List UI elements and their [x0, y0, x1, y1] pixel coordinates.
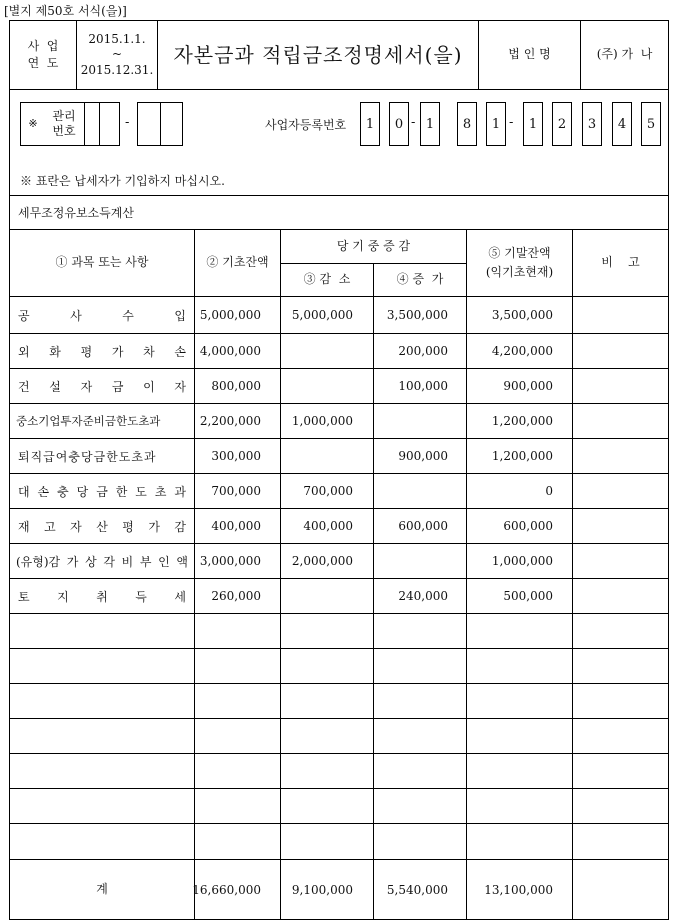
row-end: 1,000,000	[491, 554, 553, 568]
row-increase: 600,000	[398, 519, 448, 533]
row-begin: 2,200,000	[199, 414, 261, 428]
total-begin: 16,660,000	[192, 882, 261, 897]
col-header-increase: ④ 증 가	[396, 272, 444, 287]
row-end: 3,500,000	[491, 308, 553, 322]
row-divider	[9, 613, 669, 614]
row-end: 1,200,000	[491, 414, 553, 428]
row-item: 대 손 충 당 금 한 도 초 과	[18, 484, 186, 499]
reg-digit: 1	[523, 102, 543, 146]
corp-name-value: (주) 가 나	[596, 47, 653, 62]
row-end: 1,200,000	[491, 449, 553, 463]
mgmt-label-line2: 번호	[52, 124, 76, 138]
divider	[160, 102, 161, 146]
row-increase: 100,000	[398, 379, 448, 393]
form-label: [별지 제50호 서식(을)]	[4, 4, 127, 18]
total-label: 계	[96, 881, 108, 896]
row-end: 4,200,000	[491, 344, 553, 358]
row-divider	[9, 718, 669, 719]
divider	[84, 102, 85, 146]
col-header-begin: ② 기초잔액	[206, 255, 269, 270]
row-increase: 240,000	[398, 589, 448, 603]
row-increase: 200,000	[398, 344, 448, 358]
row-decrease	[281, 334, 353, 368]
row-divider	[9, 788, 669, 789]
mgmt-dash: -	[125, 115, 130, 130]
col-header-change: 당 기 중 증 감	[336, 238, 411, 253]
divider	[9, 89, 669, 90]
row-item: (유형)감 가 상 각 비 부 인 액	[16, 554, 188, 569]
row-item: 토 지 취 득 세	[18, 589, 186, 604]
col-header-end	[467, 230, 572, 296]
row-begin: 5,000,000	[199, 308, 261, 322]
col-header-end-line2: (익기초현재)	[485, 265, 554, 279]
row-item: 건 설 자 금 이 자	[18, 379, 186, 394]
row-item: 재 고 자 산 평 가 감	[18, 519, 186, 534]
row-decrease: 1,000,000	[291, 414, 353, 428]
corp-name-label: 법 인 명	[508, 47, 551, 62]
row-item: 중소기업투자준비금한도초과	[16, 414, 161, 428]
form-title: 자본금과 적립금조정명세서(을)	[173, 42, 463, 67]
row-begin: 800,000	[211, 379, 261, 393]
row-begin: 4,000,000	[199, 344, 261, 358]
mgmt-number-label	[44, 104, 84, 144]
row-item: 외 화 평 가 차 손	[18, 344, 186, 359]
fiscal-year-label-line2: 연 도	[27, 56, 59, 70]
row-divider	[9, 753, 669, 754]
row-increase	[374, 544, 448, 578]
row-increase	[374, 404, 448, 438]
col-header-item: ① 과목 또는 사항	[55, 255, 149, 270]
row-begin: 400,000	[211, 519, 261, 533]
reg-digit: 4	[612, 102, 632, 146]
row-divider	[9, 648, 669, 649]
row-begin: 3,000,000	[199, 554, 261, 568]
row-end: 500,000	[503, 589, 553, 603]
row-decrease: 400,000	[303, 519, 353, 533]
mgmt-label-line1: 관리	[52, 109, 76, 123]
total-decrease: 9,100,000	[291, 882, 353, 897]
period-separator: ~	[111, 47, 123, 62]
row-item: 공 사 수 입	[18, 308, 186, 323]
divider	[99, 102, 100, 146]
row-begin: 300,000	[211, 449, 261, 463]
row-end: 900,000	[503, 379, 553, 393]
row-increase: 900,000	[398, 449, 448, 463]
row-increase: 3,500,000	[386, 308, 448, 322]
row-decrease	[281, 439, 353, 473]
fiscal-year-label	[10, 22, 76, 88]
reg-dash: -	[411, 115, 416, 130]
section-title: 세무조정유보소득계산	[18, 206, 134, 220]
fiscal-period	[77, 22, 157, 88]
reg-digit: 8	[457, 102, 477, 146]
total-end: 13,100,000	[484, 882, 553, 897]
row-increase	[374, 474, 448, 508]
row-decrease: 700,000	[303, 484, 353, 498]
row-decrease: 2,000,000	[291, 554, 353, 568]
reg-dash: -	[509, 115, 514, 130]
row-item: 퇴직급여충당금한도초과	[18, 449, 157, 464]
reg-digit: 1	[360, 102, 380, 146]
row-begin: 260,000	[211, 589, 261, 603]
row-begin: 700,000	[211, 484, 261, 498]
business-reg-label: 사업자등록번호	[265, 117, 347, 132]
row-decrease: 5,000,000	[291, 308, 353, 322]
reg-digit: 0	[389, 102, 409, 146]
reg-digit: 2	[552, 102, 572, 146]
row-decrease	[281, 369, 353, 403]
reg-digit: 3	[582, 102, 602, 146]
total-increase: 5,540,000	[386, 882, 448, 897]
row-decrease	[281, 579, 353, 613]
col-header-end-line1: ⑤ 기말잔액	[488, 245, 551, 260]
reg-digit: 5	[641, 102, 661, 146]
col-header-decrease: ③ 감 소	[303, 272, 351, 287]
star-mark: ※	[28, 117, 38, 131]
period-end: 2015.12.31.	[80, 62, 154, 77]
row-end: 600,000	[503, 519, 553, 533]
row-end: 0	[545, 484, 553, 498]
reg-digit: 1	[486, 102, 506, 146]
reg-digit: 1	[420, 102, 440, 146]
fiscal-year-label-line1: 사 업	[27, 38, 59, 53]
period-start: 2015.1.1.	[88, 31, 146, 46]
col-header-remarks: 비 고	[601, 255, 640, 270]
row-divider	[9, 683, 669, 684]
row-divider	[9, 823, 669, 824]
notice-text: ※ 표란은 납세자가 기입하지 마십시오.	[20, 173, 225, 188]
